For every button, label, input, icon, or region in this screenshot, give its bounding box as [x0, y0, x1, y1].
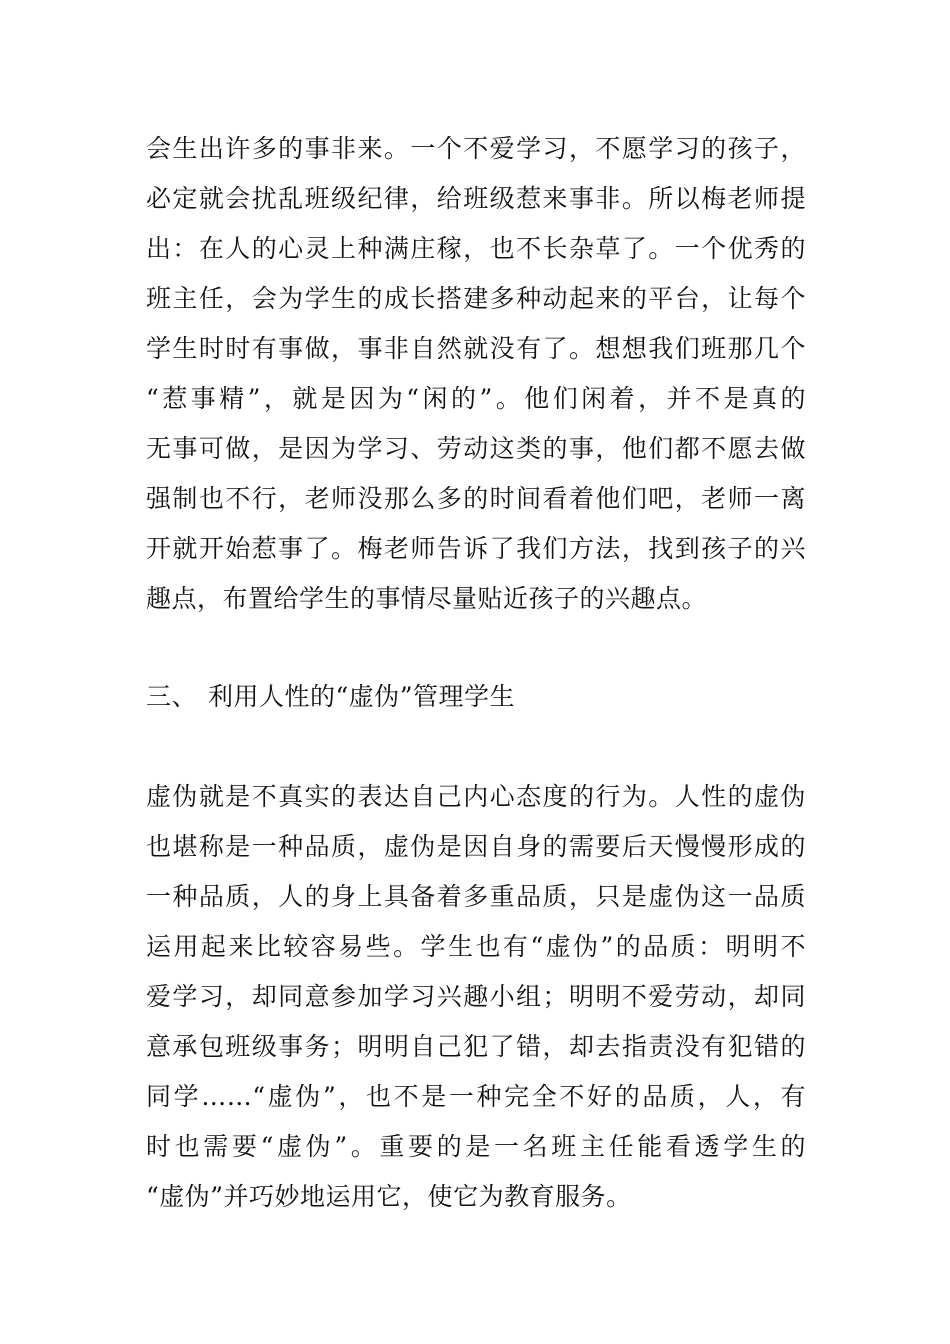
section-title: 利用人性的“虚伪”管理学生 [208, 682, 516, 711]
paragraph-line: 会生出许多的事非来。一个不爱学习，不愿学习的孩子， [146, 134, 806, 163]
section-heading-line [146, 672, 806, 722]
paragraph-line: 一种品质，人的身上具备着多重品质，只是虚伪这一品质 [146, 882, 806, 911]
paragraph-line: “惹事精”，就是因为“闲的”。他们闲着，并不是真的 [146, 384, 806, 413]
paragraph-line: 时也需要“虚伪”。重要的是一名班主任能看透学生的 [146, 1132, 806, 1161]
paragraph-line: 趣点，布置给学生的事情尽量贴近孩子的兴趣点。 [146, 584, 708, 613]
paragraph-line: 强制也不行，老师没那么多的时间看着他们吧，老师一离 [146, 484, 806, 513]
paragraph-line: 爱学习，却同意参加学习兴趣小组；明明不爱劳动，却同 [146, 982, 806, 1011]
paragraph-line: 无事可做，是因为学习、劳动这类的事，他们都不愿去做 [146, 434, 806, 463]
paragraph-line: 虚伪就是不真实的表达自己内心态度的行为。人性的虚伪 [146, 782, 806, 811]
paragraph-line: 必定就会扰乱班级纪律，给班级惹来事非。所以梅老师提 [146, 184, 806, 213]
paragraph-line: 开就开始惹事了。梅老师告诉了我们方法，找到孩子的兴 [146, 534, 806, 563]
paragraph-2 [146, 772, 806, 1222]
paragraph-line: 也堪称是一种品质，虚伪是因自身的需要后天慢慢形成的 [146, 832, 806, 861]
paragraph-line: 运用起来比较容易些。学生也有“虚伪”的品质：明明不 [146, 932, 806, 961]
paragraph-line: 学生时时有事做，事非自然就没有了。想想我们班那几个 [146, 334, 806, 363]
section-heading [146, 672, 806, 722]
paragraph-line: “虚伪”并巧妙地运用它，使它为教育服务。 [146, 1182, 632, 1211]
section-number: 三、 [146, 682, 198, 711]
paragraph-line: 班主任，会为学生的成长搭建多种动起来的平台，让每个 [146, 284, 806, 313]
paragraph-line: 意承包班级事务；明明自己犯了错，却去指责没有犯错的 [146, 1032, 806, 1061]
paragraph-1 [146, 124, 806, 624]
paragraph-line: 同学……“虚伪”，也不是一种完全不好的品质，人，有 [146, 1082, 806, 1111]
paragraph-line: 出：在人的心灵上种满庄稼，也不长杂草了。一个优秀的 [146, 234, 806, 263]
